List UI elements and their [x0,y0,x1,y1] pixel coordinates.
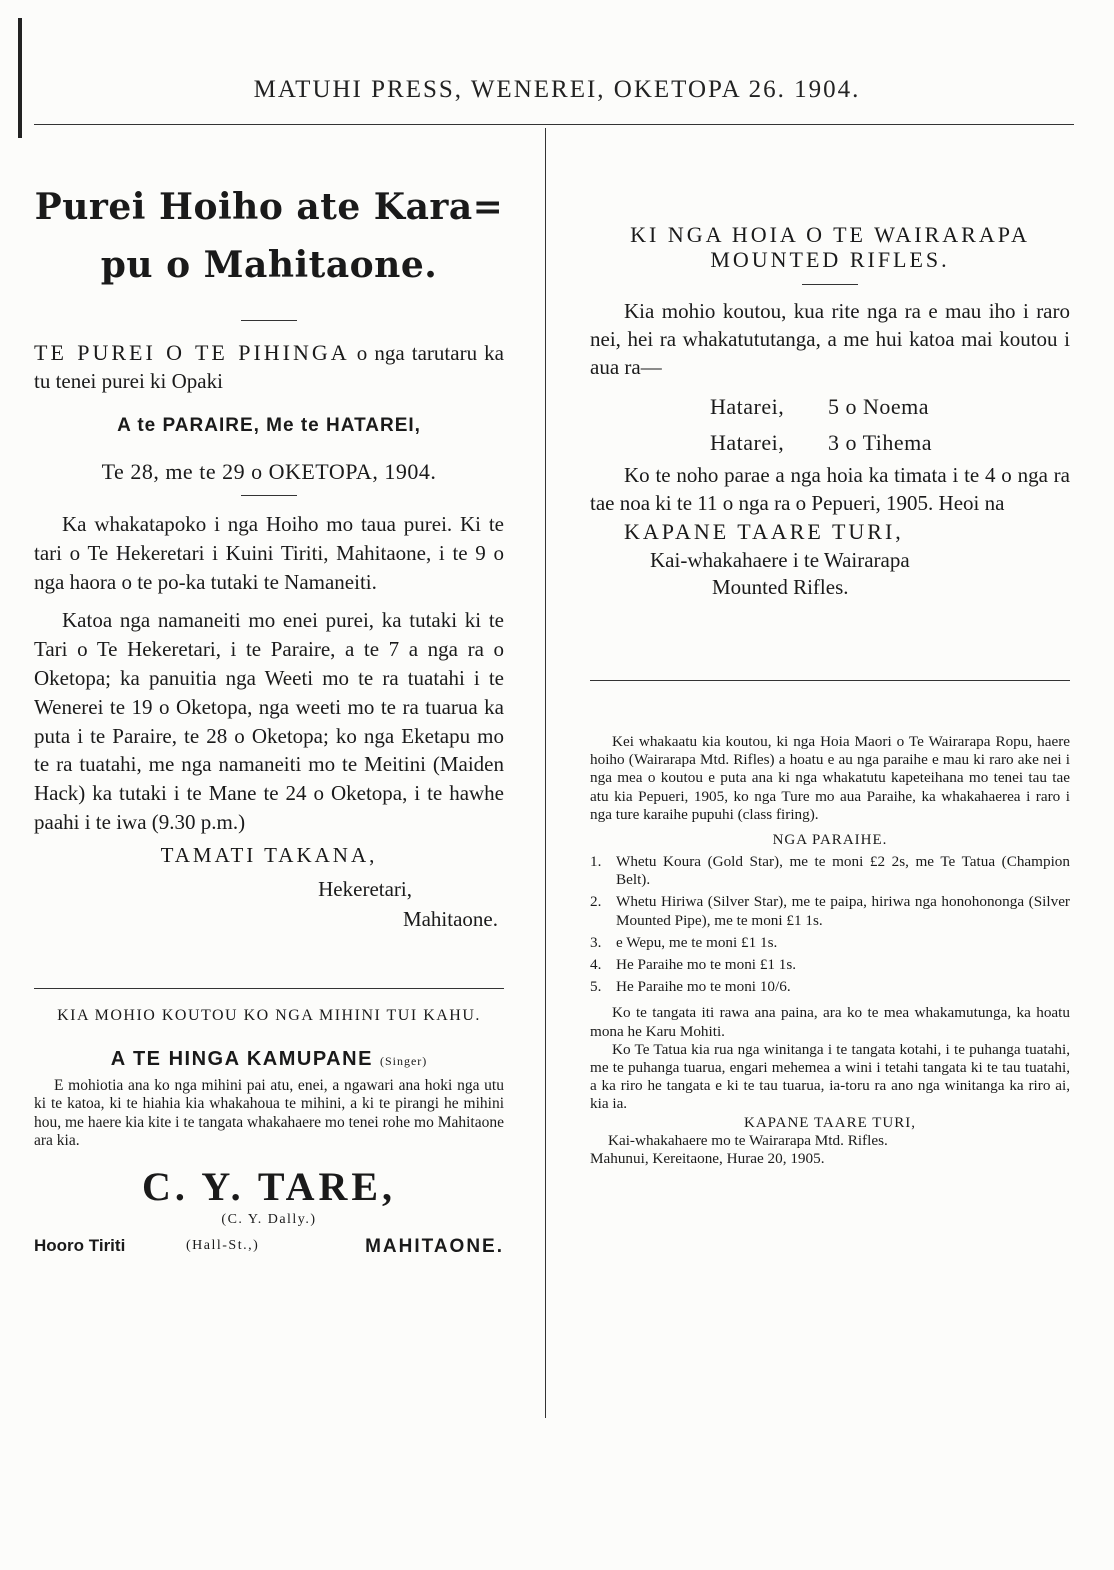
prize-item [590,893,1070,929]
rifles-dates [590,389,1070,461]
prizes-heading: NGA PARAIHE. [772,832,888,849]
rifles-signatory-role-2: Mounted Rifles. [712,575,849,599]
prizes-place-date: Mahunui, Kereitaone, Hurae 20, 1905. [590,1149,825,1167]
prize-text: Whetu Hiriwa (Silver Star), me te paipa, hiriwa nga honohononga (Silver Mounted Pipe), me te moni £1 1s. [616,893,1070,929]
prizes-notice [590,733,1070,1168]
singer-company-note: (Singer) [379,1053,428,1068]
running-head: MATUHI PRESS, WENEREI, OKETOPA 26. 1904. [253,76,861,103]
left-column [34,128,504,1266]
dealer-address [34,1236,504,1266]
race-intro [34,339,504,395]
singer-heading: KIA MOHIO KOUTOU KO NGA MIHINI TUI KAHU. [57,1006,481,1024]
prizes-paragraph-2: Ko Te Tatua kia rua nga winitanga i te tangata kotahi, i te puhanga tuatahi, me te puhanga tuarua, engari mehemea a wini i tetahi tangata ki te tau tuatahi, a ka riro he tangata e ki te tau tuarua, ia-toru ra ano nga winitanga ka riro ai, kia ia. [590,1040,1070,1113]
rifles-paragraph-1: Kia mohio koutou, kua rite nga ra e mau iho i raro nei, hei ra whakatututanga, a me hui katoa mai koutou i aua ra— [590,299,1070,379]
race-paragraph-1: Ka whakatapoko i nga Hoiho mo taua purei. Ki te tari o Te Hekeretari i Kuini Tiriti, Mahitaone, i te 9 o nga haora o te po-ka tutaki te Namaneiti. [34,512,504,594]
race-days: A te PARAIRE, Me te HATAREI, [117,415,421,436]
singer-subheading [34,1048,504,1071]
column-divider [545,128,546,1418]
prize-number: 4. [590,956,602,974]
race-intro-caps: TE PUREI O TE PIHINGA [34,340,350,365]
rifles-paragraph-2: Ko te noho parae a nga hoia ka timata i te 4 o nga ra tae noa ki te 11 o nga ra o Pepueri, 1905. Heoi na [590,463,1070,515]
rifles-date-value: 5 o Noema [828,394,930,419]
singer-paragraph: E mohiotia ana ko nga mihini pai atu, enei, a ngawari ana hoki nga utu ki te katoa, ki te hiahia kia whakahoua te mihini, a ki te pirangi he mihini hou, me haere kia kite i te tangata whakahaere mo tenei rohe mo Mahitaone ara kia. [34,1076,504,1150]
race-paragraph-2: Katoa nga namaneiti mo enei purei, ka tutaki ki te Tari o Te Hekeretari, i te Paraire, a te 7 a nga ra o Oketopa; ka panuitia nga Weeti mo te ra tuatahi i te Wenerei te 19 o Oketopa, nga weeti mo te ra tuarua ka puta i te Paraire, te 28 o Oketopa; ko nga Eketapu mo te ra tuatahi, me nga namaneiti mo te Meitini (Maiden Hack) ka tutaki i te Mane te 24 o Oketopa, i te hawhe paahi i te iwa (9.30 p.m.) [34,608,504,834]
prizes-signatory: KAPANE TAARE TURI, [744,1114,916,1131]
section-divider [590,680,1070,681]
race-dates: Te 28, me te 29 o OKETOPA, 1904. [101,459,437,484]
short-divider [802,284,858,285]
race-signatory-place: Mahitaone. [402,906,498,931]
prize-item [590,956,1070,974]
rifles-date-line [590,425,1070,461]
race-signatory: TAMATI TAKANA, [160,842,378,867]
prize-text: He Paraihe mo te moni £1 1s. [616,956,797,974]
prize-item [590,978,1070,996]
dealer-street-alt: (Hall-St.,) [186,1237,260,1253]
singer-advertisement [34,1007,504,1266]
prizes-intro: Kei whakaatu kia koutou, ki nga Hoia Maori o Te Wairarapa Ropu, haere hoiho (Wairarapa Mtd. Rifles) a hoatu e au nga paraihe e mau ki raro ake nei i nga mea o koutou e puta ana ki nga whakatutu kapeteihana mo tenei tau tae atu kia Pepueri, 1905, ko nga Ture mo aua Paraihe, ka whakahaerea i raro i nga ture karaihe pupuhi (class firing). [590,733,1070,823]
race-title [34,178,504,294]
prize-number: 5. [590,978,602,996]
rifles-signatory: KAPANE TAARE TURI, [624,519,904,544]
singer-company: A TE HINGA KAMUPANE [110,1047,373,1070]
prize-number: 3. [590,933,602,951]
dealer-name: C. Y. TARE, [141,1163,397,1209]
dealer-alt-name: (C. Y. Dally.) [221,1211,317,1227]
right-column [590,128,1070,1168]
race-title-line-2: pu o Mahitaone. [100,244,438,286]
short-divider [241,495,297,496]
race-title-line-1: Purei Hoiho ate Kara= [34,186,504,228]
prize-text: He Paraihe mo te moni 10/6. [616,978,791,996]
dealer-street: Hooro Tiriti [34,1235,126,1255]
prize-item [590,934,1070,952]
prize-item [590,853,1070,889]
rifles-date-value: 3 o Tihema [828,430,933,455]
prizes-signatory-role: Kai-whakahaere mo te Wairarapa Mtd. Rifles. [608,1131,888,1149]
rifles-signatory-role: Kai-whakahaere i te Wairarapa [650,548,910,572]
short-divider [241,320,297,321]
prize-number: 2. [590,893,602,911]
rifles-date-line [590,389,1070,425]
rifles-date-day: Hatarei, [710,394,785,419]
rifles-date-day: Hatarei, [710,430,785,455]
header-rule [34,124,1074,125]
rifles-notice-title: KI NGA HOIA O TE WAIRARAPA MOUNTED RIFLES. [630,222,1030,272]
rifles-notice [590,222,1070,600]
prizes-paragraph-1: Ko te tangata iti rawa ana paina, ara ko te mea whakamutunga, ka hoatu mona he Karu Mohiti. [590,1004,1070,1040]
prize-number: 1. [590,853,602,871]
prizes-list [590,853,1070,996]
race-advertisement [34,178,504,934]
prize-text: e Wepu, me te moni £1 1s. [616,933,778,951]
race-intro-rest: o nga tarutaru ka tu tenei purei ki Opaki [34,341,504,393]
prize-text: Whetu Koura (Gold Star), me te moni £2 2s, me Te Tatua (Champion Belt). [616,853,1070,889]
race-signatory-role: Hekeretari, [318,876,412,901]
section-divider [34,988,504,989]
dealer-town: MAHITAONE. [365,1235,504,1257]
